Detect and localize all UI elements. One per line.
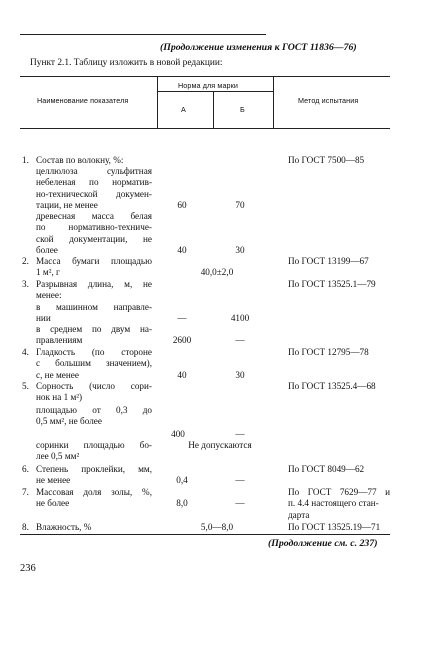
name-line: Масса бумаги площадью (36, 256, 152, 266)
name-line: с большим значением), (36, 358, 152, 369)
value-a: 40 (177, 370, 187, 380)
row-method (288, 347, 369, 358)
method-line: По ГОСТ 13525.19—71 (288, 522, 381, 532)
row-number: 5. (22, 381, 29, 391)
value-a: 400 (171, 429, 185, 439)
value-b: — (235, 498, 245, 508)
method-line: дарта (288, 509, 310, 520)
name-line: ской документации, не (36, 233, 152, 244)
sub-name (36, 440, 152, 463)
row-number: 3. (22, 279, 29, 289)
sub-name (36, 428, 152, 439)
row-number: 1. (22, 155, 29, 165)
row-method (288, 381, 376, 392)
page-number: 236 (20, 563, 36, 574)
value-a: — (177, 313, 187, 323)
name-line: 0,5 мм², не более (36, 416, 102, 427)
top-rule (20, 34, 266, 35)
name-line: тации, не менее (36, 200, 98, 211)
name-line: менее: (36, 290, 62, 301)
value-b: — (235, 429, 245, 439)
header-indicator: Наименование показателя (37, 96, 129, 105)
name-line: нок на 1 м²) (36, 392, 83, 403)
name-line: Массовая доля золы, %, (36, 487, 152, 497)
value-a: 60 (177, 200, 187, 210)
value-a: 2600 (172, 335, 192, 345)
table-top-rule (20, 76, 390, 77)
sub-name (36, 405, 152, 428)
value-a: 8,0 (176, 498, 188, 508)
name-line: площадью от 0,3 до (36, 405, 152, 415)
name-line: целлюлоза сульфитная (36, 166, 152, 176)
row-number: 8. (22, 522, 29, 532)
name-line: с, не менее (36, 369, 79, 380)
name-line: более (36, 245, 58, 256)
row-name (36, 256, 152, 279)
name-line: Сорность (число сори- (36, 381, 152, 391)
row-method (288, 464, 364, 475)
name-line: 1 м², г (36, 267, 60, 278)
sub-name (36, 302, 152, 325)
method-line: По ГОСТ 13525.1—79 (288, 279, 376, 289)
row-method (288, 487, 390, 521)
continuation-footer: (Продолжение см. с. 237) (268, 538, 378, 549)
header-grade-b: Б (240, 105, 245, 114)
name-line: в среднем по двум на- (36, 324, 152, 334)
method-line: По ГОСТ 7500—85 (288, 155, 365, 165)
row-name (36, 522, 152, 533)
row-name (36, 155, 152, 166)
value-b: 70 (235, 200, 245, 210)
method-line: По ГОСТ 13199—67 (288, 256, 369, 266)
name-line: по нормативно-техниче- (36, 222, 152, 233)
value-ab: 5,0—8,0 (200, 522, 234, 532)
row-number: 4. (22, 347, 29, 357)
method-line: По ГОСТ 8049—62 (288, 464, 365, 474)
name-line: Гладкость (по стороне (36, 347, 152, 357)
name-line: не менее (36, 475, 71, 486)
sub-name (36, 324, 152, 347)
name-line: Разрывная длина, м, не (36, 279, 152, 289)
row-name (36, 381, 152, 404)
row-name (36, 347, 152, 381)
row-name (36, 464, 152, 487)
row-method (288, 522, 380, 533)
col-rule-ab (213, 91, 214, 128)
value-b: — (235, 335, 245, 345)
row-number: 7. (22, 487, 29, 497)
value-b: 30 (235, 245, 245, 255)
method-line: По ГОСТ 13525.4—68 (288, 381, 376, 391)
value-a: 0,4 (176, 475, 188, 485)
name-line: не более (36, 498, 70, 509)
name-line: нии (36, 313, 51, 324)
name-line: Влажность, % (36, 522, 92, 532)
value-ab: 40,0±2,0 (200, 267, 234, 277)
header-grade-a: А (181, 105, 186, 114)
name-line: Состав по волокну, %: (36, 155, 124, 165)
row-name (36, 487, 152, 510)
row-method (288, 155, 364, 166)
value-b: 30 (235, 370, 245, 380)
row-number: 2. (22, 256, 29, 266)
name-line: соринки площадью бо- (36, 440, 152, 450)
header-norm-group: Норма для марки (178, 81, 238, 90)
value-b: 4100 (230, 313, 250, 323)
intro-text: Пункт 2.1. Таблицу изложить в новой редакции: (30, 58, 223, 68)
method-line: По ГОСТ 7629—77 и (288, 487, 390, 497)
name-line: правлениям (36, 335, 83, 346)
row-method (288, 279, 376, 290)
value-b: — (235, 475, 245, 485)
row-number: 6. (22, 464, 29, 474)
name-line: в машинном направле- (36, 302, 152, 312)
row-name (36, 279, 152, 302)
continuation-header: (Продолжение изменения к ГОСТ 11836—76) (160, 42, 357, 53)
method-line: п. 4.4 настоящего стан- (288, 498, 379, 509)
name-line: лее 0,5 мм² (36, 451, 80, 462)
sub-name (36, 166, 152, 212)
value-ab: Не допускаются (188, 440, 252, 450)
header-bottom-rule (20, 128, 390, 129)
sub-name (36, 211, 152, 257)
col-rule-1 (157, 76, 158, 128)
name-line: небеленая по норматив- (36, 177, 152, 188)
col-rule-2 (273, 76, 274, 128)
table-bottom-rule (20, 534, 390, 535)
name-line: древесная масса белая (36, 211, 152, 221)
header-method: Метод испытания (298, 96, 359, 105)
value-a: 40 (177, 245, 187, 255)
header-mid-rule (157, 91, 273, 92)
name-line: но-технической докумен- (36, 188, 152, 199)
name-line: Степень проклейки, мм, (36, 464, 152, 474)
method-line: По ГОСТ 12795—78 (288, 347, 369, 357)
row-method (288, 256, 369, 267)
